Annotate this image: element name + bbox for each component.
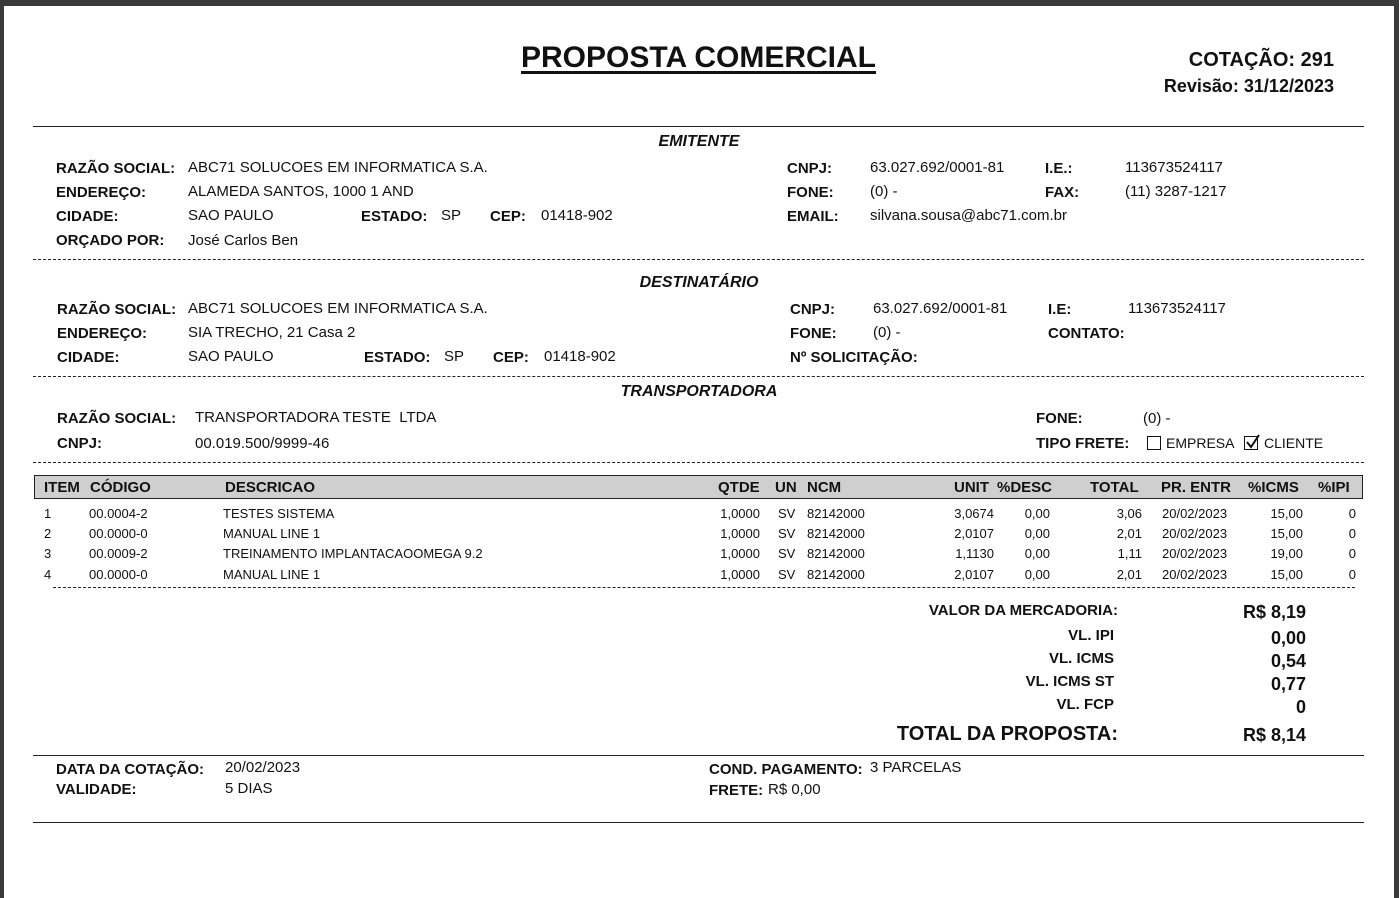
- transportadora-fone: (0) -: [1143, 410, 1171, 427]
- emitente-cidade: SAO PAULO: [188, 207, 274, 224]
- emitente-ie-label: I.E.:: [1045, 160, 1073, 177]
- valor-mercadoria: R$ 8,19: [1242, 602, 1306, 622]
- items-table-header: [34, 475, 1363, 499]
- destinatario-cnpj: 63.027.692/0001-81: [873, 300, 1008, 317]
- emitente-estado: SP: [441, 207, 462, 224]
- col-un: UN: [775, 479, 797, 496]
- document-title: PROPOSTA COMERCIAL: [521, 41, 877, 74]
- cell-descricao: TESTES SISTEMA: [223, 506, 335, 521]
- transportadora-razao: TRANSPORTADORA TESTE LTDA: [195, 409, 437, 426]
- col-ncm: NCM: [807, 479, 842, 496]
- cell-pr-entr: 20/02/2023: [1162, 546, 1228, 561]
- document-page: [4, 6, 1394, 898]
- cell-item: 4: [44, 567, 52, 582]
- cotacao-number: COTAÇÃO: 291: [1188, 49, 1334, 71]
- divider: [33, 462, 1364, 463]
- destinatario-fone: (0) -: [873, 324, 901, 341]
- data-cotacao: 20/02/2023: [225, 759, 301, 776]
- cell-desc: 0,00: [1024, 567, 1050, 582]
- data-cotacao-label: DATA DA COTAÇÃO:: [56, 761, 205, 778]
- cell-descricao: MANUAL LINE 1: [223, 526, 321, 541]
- cell-codigo: 00.0009-2: [89, 546, 148, 561]
- total-proposta: R$ 8,14: [1242, 725, 1306, 745]
- destinatario-endereco: SIA TRECHO, 21 Casa 2: [188, 324, 356, 341]
- destinatario-solicitacao-label: Nº SOLICITAÇÃO:: [790, 349, 918, 366]
- total-proposta-label: TOTAL DA PROPOSTA:: [896, 723, 1118, 745]
- section-title-transportadora: TRANSPORTADORA: [620, 383, 778, 400]
- cell-ipi: 0: [1348, 567, 1356, 582]
- col-desc: %DESC: [997, 479, 1053, 496]
- emitente-fax: (11) 3287-1217: [1125, 183, 1227, 200]
- emitente-email: silvana.sousa@abc71.com.br: [870, 207, 1067, 224]
- cell-codigo: 00.0000-0: [89, 567, 148, 582]
- emitente-fone-label: FONE:: [787, 184, 834, 201]
- validade-label: VALIDADE:: [56, 781, 137, 798]
- cell-ipi: 0: [1348, 506, 1356, 521]
- section-title-destinatario: DESTINATÁRIO: [639, 274, 759, 291]
- revisao-date: Revisão: 31/12/2023: [1163, 76, 1334, 96]
- transportadora-razao-label: RAZÃO SOCIAL:: [57, 410, 177, 427]
- cell-item: 1: [44, 506, 52, 521]
- destinatario-estado: SP: [444, 348, 465, 365]
- cell-pr-entr: 20/02/2023: [1162, 526, 1228, 541]
- divider: [33, 259, 1364, 260]
- col-icms: %ICMS: [1248, 479, 1299, 496]
- cell-pr-entr: 20/02/2023: [1162, 567, 1228, 582]
- section-title-emitente: EMITENTE: [658, 133, 740, 150]
- destinatario-contato-label: CONTATO:: [1048, 325, 1125, 342]
- validade: 5 DIAS: [225, 780, 273, 797]
- destinatario-fone-label: FONE:: [790, 325, 837, 342]
- cell-descricao: TREINAMENTO IMPLANTACAOOMEGA 9.2: [223, 546, 483, 561]
- destinatario-endereco-label: ENDEREÇO:: [57, 325, 148, 342]
- vl-fcp-label: VL. FCP: [1056, 696, 1114, 713]
- cell-codigo: 00.0004-2: [89, 506, 148, 521]
- cell-icms: 15,00: [1270, 567, 1303, 582]
- cell-ipi: 0: [1348, 546, 1356, 561]
- divider: [33, 822, 1364, 823]
- checkmark-icon: [1244, 433, 1262, 451]
- destinatario-razao: ABC71 SOLUCOES EM INFORMATICA S.A.: [188, 300, 488, 317]
- emitente-ie: 113673524117: [1125, 159, 1223, 176]
- frete-cliente-label: CLIENTE: [1264, 435, 1324, 451]
- cell-unit: 1,1130: [955, 546, 994, 561]
- cell-qtde: 1,0000: [720, 506, 760, 521]
- cell-item: 2: [44, 526, 52, 541]
- cond-pagamento: 3 PARCELAS: [870, 759, 962, 776]
- cell-unit: 2,0107: [954, 526, 994, 541]
- cell-qtde: 1,0000: [720, 546, 760, 561]
- col-total: TOTAL: [1090, 479, 1139, 496]
- emitente-cep-label: CEP:: [490, 208, 526, 225]
- vl-icms-st-label: VL. ICMS ST: [1025, 673, 1114, 690]
- transportadora-fone-label: FONE:: [1036, 410, 1083, 427]
- cell-qtde: 1,0000: [720, 567, 760, 582]
- cell-unit: 3,0674: [954, 506, 994, 521]
- divider: [33, 376, 1364, 377]
- cell-ncm: 82142000: [807, 526, 865, 541]
- cell-icms: 15,00: [1270, 526, 1303, 541]
- valor-mercadoria-label: VALOR DA MERCADORIA:: [928, 602, 1118, 619]
- frete-value: R$ 0,00: [768, 781, 821, 798]
- divider: [53, 587, 1355, 588]
- cell-descricao: MANUAL LINE 1: [223, 567, 321, 582]
- destinatario-ie: 113673524117: [1128, 300, 1226, 317]
- emitente-endereco: ALAMEDA SANTOS, 1000 1 AND: [188, 183, 414, 200]
- cell-icms: 19,00: [1270, 546, 1303, 561]
- cell-desc: 0,00: [1024, 546, 1050, 561]
- cell-unit: 2,0107: [954, 567, 994, 582]
- cell-ncm: 82142000: [807, 546, 865, 561]
- destinatario-cidade-label: CIDADE:: [57, 349, 120, 366]
- vl-icms-st: 0,77: [1270, 674, 1306, 694]
- cell-codigo: 00.0000-0: [89, 526, 148, 541]
- divider: [33, 755, 1364, 756]
- destinatario-cnpj-label: CNPJ:: [790, 301, 836, 318]
- cell-un: SV: [778, 526, 796, 541]
- cell-ipi: 0: [1348, 526, 1356, 541]
- emitente-estado-label: ESTADO:: [361, 208, 428, 225]
- col-item: ITEM: [44, 479, 80, 496]
- vl-icms-label: VL. ICMS: [1048, 650, 1114, 667]
- col-codigo: CÓDIGO: [90, 479, 151, 496]
- col-qtde: QTDE: [718, 479, 760, 496]
- cell-total: 3,06: [1116, 506, 1142, 521]
- vl-ipi: 0,00: [1270, 628, 1306, 648]
- col-descricao: DESCRICAO: [225, 479, 316, 496]
- emitente-cnpj-label: CNPJ:: [787, 160, 833, 177]
- emitente-orcado: José Carlos Ben: [188, 232, 299, 249]
- destinatario-razao-label: RAZÃO SOCIAL:: [57, 301, 177, 318]
- transportadora-cnpj: 00.019.500/9999-46: [195, 435, 330, 452]
- cell-qtde: 1,0000: [720, 526, 760, 541]
- emitente-cnpj: 63.027.692/0001-81: [870, 159, 1005, 176]
- destinatario-cep: 01418-902: [544, 348, 616, 365]
- cell-desc: 0,00: [1024, 526, 1050, 541]
- cell-pr-entr: 20/02/2023: [1162, 506, 1228, 521]
- vl-fcp: 0: [1295, 697, 1306, 717]
- cell-total: 2,01: [1116, 567, 1142, 582]
- vl-ipi-label: VL. IPI: [1068, 627, 1114, 644]
- cell-item: 3: [44, 546, 52, 561]
- tipo-frete-label: TIPO FRETE:: [1036, 435, 1130, 452]
- emitente-cidade-label: CIDADE:: [56, 208, 119, 225]
- emitente-razao: ABC71 SOLUCOES EM INFORMATICA S.A.: [188, 159, 488, 176]
- emitente-endereco-label: ENDEREÇO:: [56, 184, 147, 201]
- cell-total: 1,11: [1117, 546, 1142, 561]
- emitente-fone: (0) -: [870, 183, 898, 200]
- frete-empresa-label: EMPRESA: [1166, 435, 1235, 451]
- destinatario-ie-label: I.E:: [1048, 301, 1072, 318]
- cell-ncm: 82142000: [807, 506, 865, 521]
- emitente-fax-label: FAX:: [1045, 184, 1080, 201]
- emitente-cep: 01418-902: [541, 207, 613, 224]
- frete-cliente-checkbox[interactable]: [1244, 436, 1258, 450]
- cell-un: SV: [778, 506, 796, 521]
- transportadora-cnpj-label: CNPJ:: [57, 435, 103, 452]
- destinatario-cep-label: CEP:: [493, 349, 529, 366]
- cell-un: SV: [778, 567, 796, 582]
- emitente-orcado-label: ORÇADO POR:: [56, 232, 165, 249]
- cell-desc: 0,00: [1024, 506, 1050, 521]
- divider: [33, 126, 1364, 127]
- cond-pagamento-label: COND. PAGAMENTO:: [709, 761, 863, 778]
- cell-total: 2,01: [1116, 526, 1142, 541]
- destinatario-cidade: SAO PAULO: [188, 348, 274, 365]
- destinatario-estado-label: ESTADO:: [364, 349, 431, 366]
- emitente-razao-label: RAZÃO SOCIAL:: [56, 160, 176, 177]
- col-pr-entr: PR. ENTR: [1161, 479, 1232, 496]
- frete-label: FRETE:: [709, 782, 764, 799]
- frete-empresa-checkbox[interactable]: [1147, 436, 1161, 450]
- cell-ncm: 82142000: [807, 567, 865, 582]
- col-unit: UNIT: [954, 479, 989, 496]
- cell-icms: 15,00: [1270, 506, 1303, 521]
- emitente-email-label: EMAIL:: [787, 208, 839, 225]
- col-ipi: %IPI: [1318, 479, 1350, 496]
- cell-un: SV: [778, 546, 796, 561]
- vl-icms: 0,54: [1270, 651, 1306, 671]
